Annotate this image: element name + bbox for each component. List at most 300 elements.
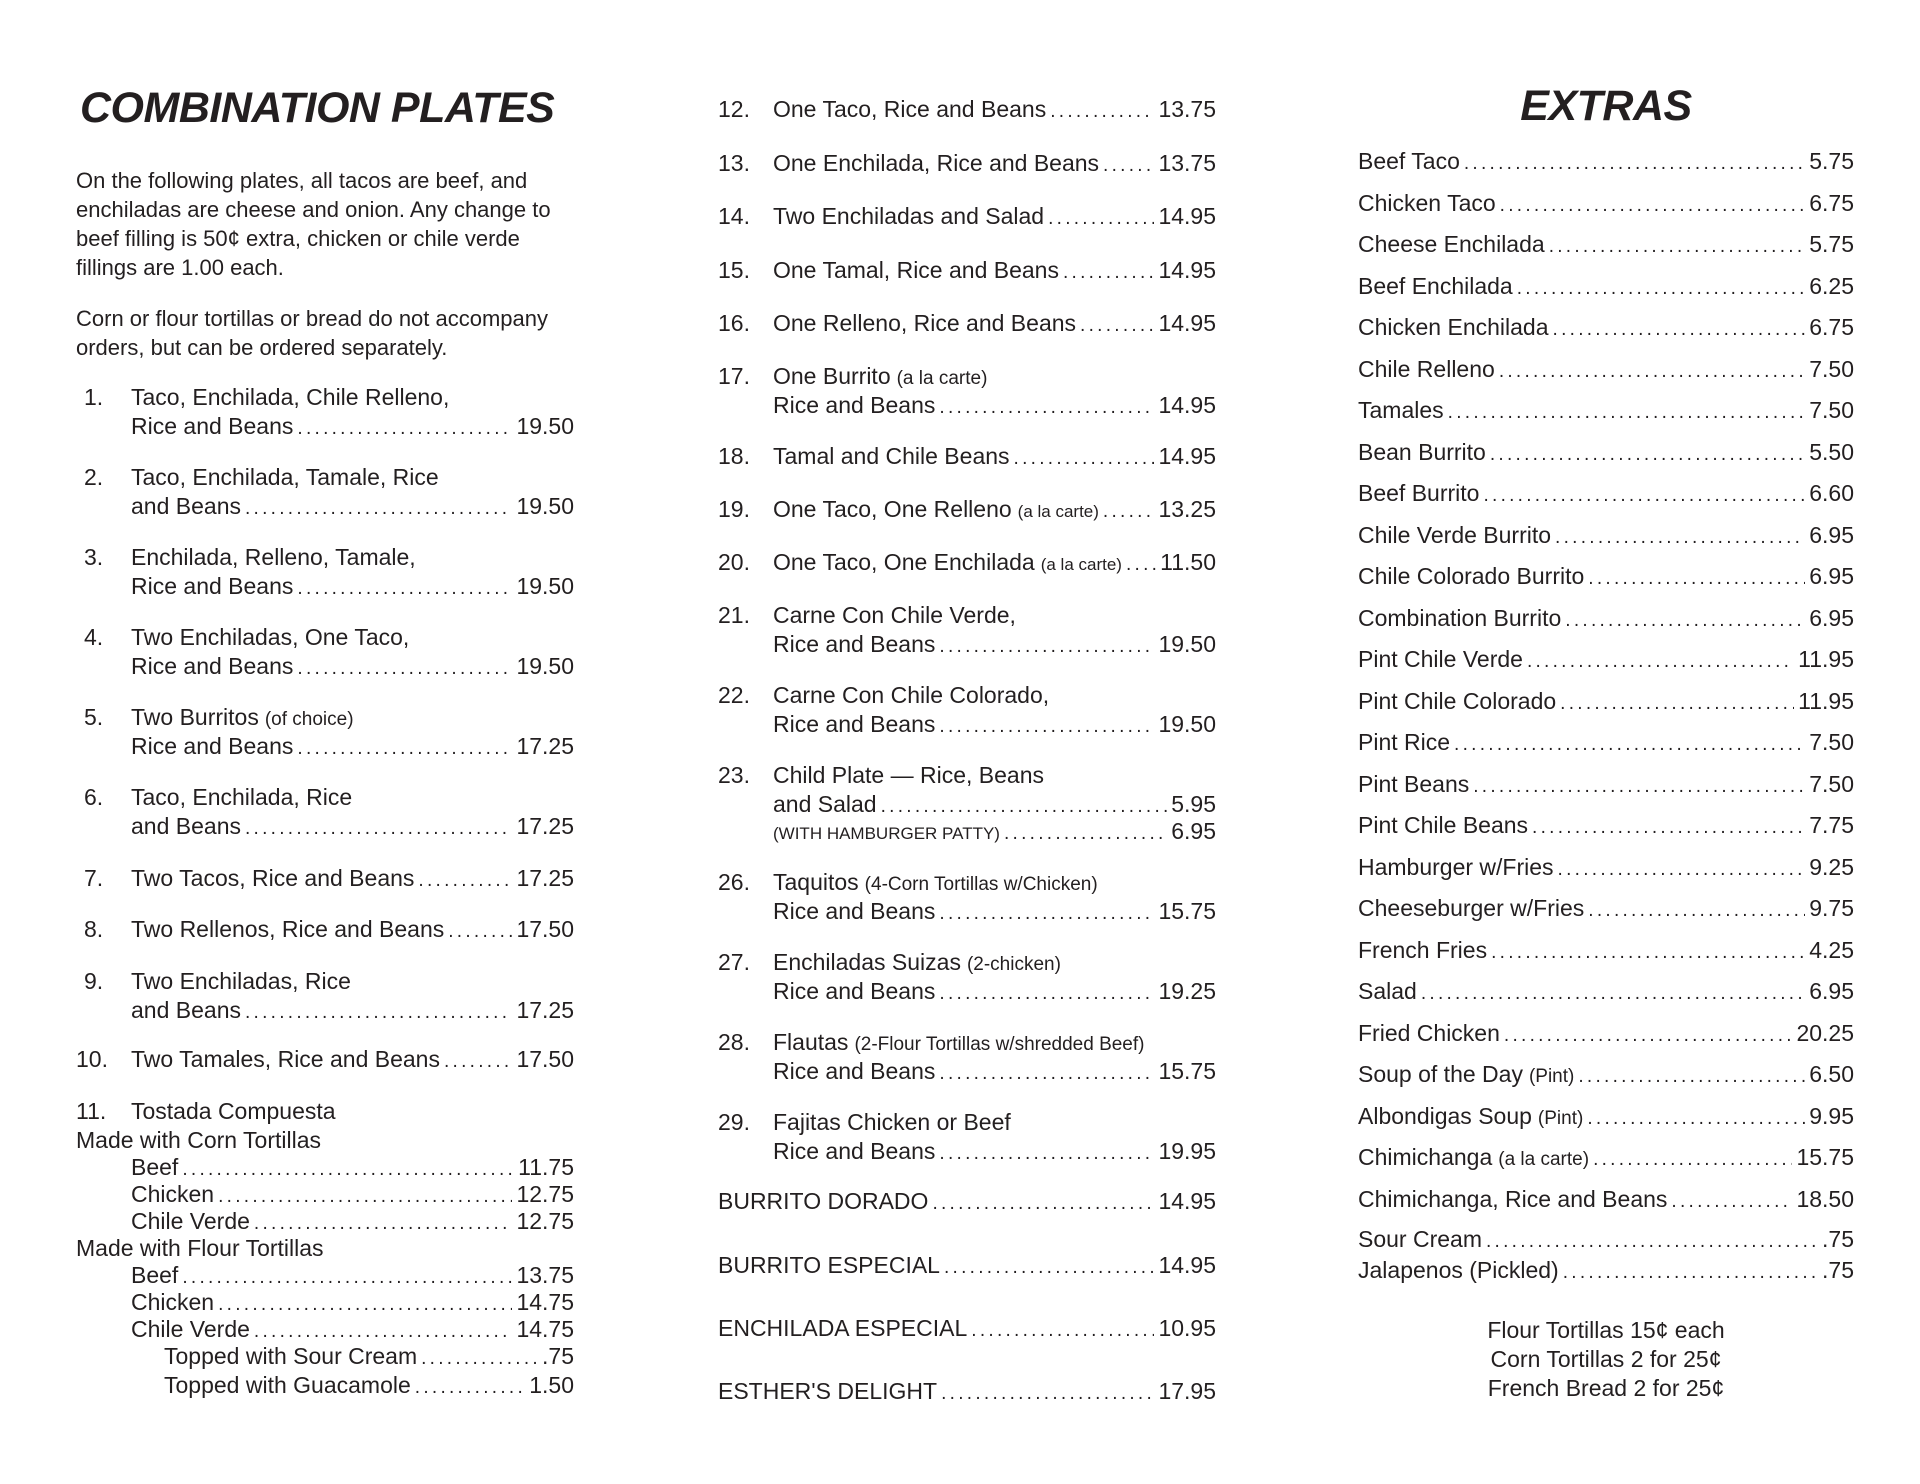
menu-line <box>773 202 1216 231</box>
menu-line <box>1358 936 1854 965</box>
item-name: Tamales <box>1358 397 1444 423</box>
item-name: One Burrito <box>773 363 891 389</box>
menu-line <box>131 1154 574 1181</box>
menu-line <box>1358 811 1854 840</box>
menu-line <box>1358 272 1854 301</box>
item-name: Sour Cream <box>1358 1226 1482 1252</box>
item-name: and Beans <box>131 493 241 519</box>
item-name: Soup of the Day <box>1358 1061 1523 1087</box>
item-name: Two Tamales, Rice and Beans <box>131 1046 440 1072</box>
item-number: 2. <box>84 464 104 490</box>
item-name: Pint Rice <box>1358 729 1451 755</box>
menu-line <box>1358 853 1854 882</box>
item-name: Beef <box>131 1154 179 1180</box>
menu-line <box>131 732 574 761</box>
menu-line <box>1358 1143 1854 1172</box>
item-price: 14.95 <box>1158 1188 1216 1214</box>
item-name: Salad <box>1358 978 1417 1004</box>
extras-item <box>1358 936 1854 965</box>
extras-item <box>1358 313 1854 342</box>
item-body <box>773 495 1216 524</box>
tostada-option <box>131 1289 574 1316</box>
item-body <box>773 761 1216 844</box>
item-body <box>773 948 1216 1004</box>
item-name: Tamal and Chile Beans <box>773 443 1010 469</box>
menu-line <box>1358 1225 1854 1254</box>
item-price: 7.75 <box>1809 812 1854 838</box>
dot-leader <box>939 393 1154 422</box>
item-name: Carne Con Chile Verde, <box>773 602 1016 628</box>
item-price: 6.50 <box>1809 1061 1854 1087</box>
item-body <box>131 967 574 1025</box>
dot-leader <box>1504 1021 1793 1050</box>
dot-leader <box>1103 497 1155 526</box>
item-name: and Beans <box>131 997 241 1023</box>
dot-leader <box>1448 398 1806 427</box>
dot-leader <box>1473 772 1805 801</box>
menu-line <box>773 391 1216 418</box>
item-price: 19.50 <box>516 413 574 439</box>
item-price: 13.25 <box>1158 496 1216 522</box>
extras-item <box>1358 355 1854 384</box>
tostada-option <box>131 1181 574 1208</box>
dot-leader <box>182 1156 514 1183</box>
extras-item <box>1358 479 1854 508</box>
extras-item <box>1358 1102 1854 1131</box>
menu-line <box>164 1343 574 1370</box>
menu-line <box>1358 189 1854 218</box>
special-item <box>718 1314 1216 1343</box>
dot-leader <box>941 1379 1154 1408</box>
item-price: 17.25 <box>516 813 574 839</box>
extras-item <box>1358 1256 1854 1285</box>
item-name: Carne Con Chile Colorado, <box>773 682 1050 708</box>
item-name: ENCHILADA ESPECIAL <box>718 1315 968 1341</box>
item-name: Topped with Sour Cream <box>164 1343 418 1369</box>
item-name: Beef Enchilada <box>1358 272 1513 299</box>
dot-leader <box>1103 151 1154 180</box>
tostada-option <box>164 1343 574 1370</box>
item-price: 17.25 <box>516 733 574 759</box>
item-name: Rice and Beans <box>131 653 294 679</box>
dot-leader <box>297 654 512 683</box>
menu-line <box>1358 313 1854 342</box>
menu-line <box>131 1316 574 1343</box>
item-name: Taquitos <box>773 869 859 895</box>
item-name: Chicken <box>131 1181 215 1207</box>
item-name: Two Rellenos, Rice and Beans <box>131 916 445 942</box>
item-number: 23. <box>718 762 750 788</box>
menu-line <box>773 977 1216 1004</box>
item-number: 16. <box>718 310 750 336</box>
item-name: Child Plate — Rice, Beans <box>773 762 1045 788</box>
item-body <box>773 601 1216 657</box>
intro-note: Corn or flour tortillas or bread do not accompany orders, but can be ordered separately. <box>76 306 549 360</box>
item-price: 9.75 <box>1809 895 1854 921</box>
dot-leader <box>218 1183 512 1210</box>
combination-plates-heading: COMBINATION PLATES <box>80 84 555 132</box>
item-number: 27. <box>718 949 750 975</box>
item-number: 3. <box>84 544 104 570</box>
item-number: 26. <box>718 869 750 895</box>
dot-leader <box>1048 204 1154 233</box>
item-name: Taco, Enchilada, Rice <box>131 784 353 810</box>
dot-leader <box>1421 979 1805 1008</box>
item-price: 19.50 <box>516 573 574 599</box>
menu-line <box>1358 1060 1854 1089</box>
extras-item <box>1358 604 1854 633</box>
tostada-option <box>131 1316 574 1343</box>
extras-item <box>1358 147 1854 176</box>
dot-leader <box>1491 938 1805 967</box>
item-price: 17.25 <box>516 865 574 891</box>
dot-leader <box>1499 357 1805 386</box>
item-name: Rice and Beans <box>131 733 294 759</box>
item-name: Enchiladas Suizas <box>773 949 961 975</box>
dot-leader <box>218 1291 512 1318</box>
item-name: BURRITO DORADO <box>718 1188 929 1214</box>
item-price: 6.95 <box>1809 521 1854 548</box>
menu-line <box>718 1251 1216 1280</box>
dot-leader <box>1004 819 1167 848</box>
dot-leader <box>1555 523 1805 552</box>
item-body <box>773 95 1216 124</box>
item-price: 14.75 <box>516 1316 574 1342</box>
item-price: 5.95 <box>1171 791 1216 817</box>
menu-line <box>773 790 1216 817</box>
item-price: 14.75 <box>516 1289 574 1315</box>
item-price: 7.50 <box>1809 729 1854 755</box>
extras-item <box>1358 811 1854 840</box>
item-note: (a la carte) <box>896 368 988 389</box>
extras-item <box>1358 853 1854 882</box>
menu-line <box>773 710 1216 737</box>
item-name: Chile Verde <box>131 1316 250 1342</box>
extras-item <box>1358 1185 1854 1214</box>
item-price: 7.50 <box>1809 397 1854 423</box>
item-price: 19.25 <box>1158 978 1216 1004</box>
item-price: 14.95 <box>1158 1252 1216 1278</box>
item-note: (Pint) <box>1528 1066 1575 1087</box>
item-price: 13.75 <box>1158 96 1216 122</box>
menu-line <box>131 492 574 521</box>
extras-item <box>1358 728 1854 757</box>
item-price: 7.50 <box>1809 355 1854 382</box>
extras-item <box>1358 1019 1854 1048</box>
item-price: 1.50 <box>529 1372 574 1398</box>
item-price: 13.75 <box>1158 150 1216 176</box>
menu-line <box>1358 396 1854 425</box>
intro-paragraph: On the following plates, all tacos are beef, and enchiladas are cheese and onion. Any change to beef filling is 50¢ extra, chicken or chile verde fillings are 1.00 each. <box>76 168 551 280</box>
special-item <box>718 1251 1216 1280</box>
menu-line <box>164 1372 574 1399</box>
menu-line <box>1358 1102 1854 1131</box>
item-name: Beef <box>131 1262 179 1288</box>
menu-line <box>773 362 1216 391</box>
extras-item <box>1358 521 1854 550</box>
item-number: 5. <box>84 704 104 730</box>
item-name: Chicken <box>131 1289 215 1315</box>
dot-leader <box>1126 550 1156 579</box>
item-number: 19. <box>718 496 750 522</box>
item-name: and Salad <box>773 791 877 817</box>
extras-item <box>1358 977 1854 1006</box>
menu-line <box>773 1028 1216 1057</box>
item-body <box>131 623 574 681</box>
item-name: Topped with Guacamole <box>164 1372 411 1398</box>
extras-item <box>1358 1225 1854 1254</box>
dot-leader <box>297 414 512 443</box>
item-name: Two Burritos <box>131 704 259 730</box>
dot-leader <box>297 574 512 603</box>
menu-line <box>131 463 574 492</box>
item-number: 10. <box>76 1046 108 1072</box>
item-price: 9.25 <box>1809 853 1854 880</box>
item-price: 5.75 <box>1809 231 1854 257</box>
item-price: .75 <box>542 1343 574 1369</box>
dot-leader <box>1588 564 1805 593</box>
item-number: 28. <box>718 1029 750 1055</box>
extras-item <box>1358 687 1854 716</box>
item-price: 12.75 <box>516 1208 574 1234</box>
menu-line <box>718 1314 1216 1343</box>
menu-line <box>773 761 1216 790</box>
item-number: 17. <box>718 363 750 389</box>
item-price: 18.50 <box>1796 1185 1854 1212</box>
menu-line <box>773 681 1216 710</box>
dot-leader <box>939 712 1154 741</box>
menu-line <box>131 383 574 412</box>
item-price: 19.50 <box>1158 631 1216 657</box>
item-name: Taco, Enchilada, Chile Relleno, <box>131 384 450 410</box>
item-price: 17.25 <box>516 997 574 1023</box>
dot-leader <box>245 494 512 523</box>
dot-leader <box>1563 1258 1818 1287</box>
item-name: and Beans <box>131 813 241 839</box>
menu-line <box>1358 728 1854 757</box>
item-name: French Fries <box>1358 936 1488 963</box>
menu-line <box>773 601 1216 630</box>
tostada-option <box>131 1262 574 1289</box>
dot-leader <box>944 1253 1154 1282</box>
dot-leader <box>418 866 512 895</box>
item-name: One Taco, Rice and Beans <box>773 96 1047 122</box>
item-number: 22. <box>718 682 750 708</box>
item-price: 19.95 <box>1158 1138 1216 1164</box>
item-number: 8. <box>84 916 104 942</box>
dot-leader <box>1483 481 1805 510</box>
item-name: One Taco, One Enchilada <box>773 549 1035 575</box>
menu-line <box>773 817 1216 844</box>
dot-leader <box>939 1139 1154 1168</box>
item-note: (of choice) <box>264 709 354 730</box>
item-price: 14.95 <box>1158 443 1216 469</box>
menu-line <box>773 95 1216 124</box>
item-price: 6.95 <box>1809 563 1854 589</box>
item-note: (Pint) <box>1537 1107 1584 1129</box>
item-name: One Tamal, Rice and Beans <box>773 257 1059 283</box>
menu-line <box>131 783 574 812</box>
menu-line <box>131 1045 574 1074</box>
item-price: 11.75 <box>518 1154 574 1180</box>
menu-line <box>131 1262 574 1289</box>
item-name: Cheese Enchilada <box>1358 231 1545 257</box>
menu-line <box>131 812 574 841</box>
item-name: Combination Burrito <box>1358 604 1562 631</box>
dot-leader <box>1588 896 1805 925</box>
dot-leader <box>1486 1227 1818 1256</box>
extras-item <box>1358 230 1854 259</box>
dot-leader <box>1527 647 1794 676</box>
dot-leader <box>1565 606 1805 635</box>
item-name: One Relleno, Rice and Beans <box>773 310 1077 336</box>
item-name: Pint Beans <box>1358 770 1470 797</box>
item-price: 6.75 <box>1809 189 1854 216</box>
item-note: (a la carte) <box>1498 1149 1590 1170</box>
dot-leader <box>1464 149 1805 178</box>
item-price: 14.95 <box>1158 310 1216 336</box>
item-price: 6.60 <box>1809 480 1854 506</box>
dot-leader <box>1671 1187 1792 1216</box>
special-item <box>718 1187 1216 1216</box>
item-note: (2-Flour Tortillas w/shredded Beef) <box>854 1034 1145 1055</box>
item-name: Chimichanga, Rice and Beans <box>1358 1185 1668 1212</box>
dot-leader <box>939 979 1154 1008</box>
dot-leader <box>1558 855 1806 884</box>
item-price: 6.25 <box>1809 272 1854 299</box>
item-name: Rice and Beans <box>773 978 936 1004</box>
item-name: BURRITO ESPECIAL <box>718 1252 940 1278</box>
item-price: 14.95 <box>1158 392 1216 418</box>
menu-line <box>773 309 1216 338</box>
extras-item <box>1358 438 1854 467</box>
extras-item <box>1358 770 1854 799</box>
item-name: Chile Colorado Burrito <box>1358 563 1585 589</box>
item-price: 6.95 <box>1809 978 1854 1004</box>
dot-leader <box>1578 1062 1805 1091</box>
item-name: Rice and Beans <box>773 711 936 737</box>
dot-leader <box>1454 730 1805 759</box>
dot-leader <box>415 1374 525 1401</box>
menu-line <box>773 868 1216 897</box>
item-price: 6.75 <box>1809 314 1854 340</box>
dot-leader <box>245 814 512 843</box>
item-price: 9.95 <box>1809 1102 1854 1129</box>
item-number: 21. <box>718 602 750 628</box>
item-body <box>131 783 574 841</box>
item-name: Bean Burrito <box>1358 438 1486 465</box>
menu-line <box>1358 687 1854 716</box>
item-name: Chimichanga <box>1358 1144 1493 1170</box>
extras-item <box>1358 396 1854 425</box>
item-name: Jalapenos (Pickled) <box>1358 1257 1559 1283</box>
item-price: 17.50 <box>516 916 574 942</box>
menu-line <box>773 630 1216 657</box>
menu-line <box>773 1057 1216 1084</box>
item-price: 5.75 <box>1809 148 1854 174</box>
dot-leader <box>1490 440 1805 469</box>
item-price: 17.95 <box>1158 1378 1216 1404</box>
tostada-option <box>164 1372 574 1399</box>
menu-line <box>1358 1185 1854 1214</box>
item-name: Taco, Enchilada, Tamale, Rice <box>131 464 439 490</box>
item-name: Two Enchiladas and Salad <box>773 203 1045 229</box>
item-number: 15. <box>718 257 750 283</box>
item-name: Pint Chile Colorado <box>1358 687 1557 714</box>
item-name: Beef Burrito <box>1358 480 1480 506</box>
extras-item <box>1358 894 1854 923</box>
item-price: 14.95 <box>1158 203 1216 229</box>
item-name: One Enchilada, Rice and Beans <box>773 150 1100 176</box>
item-price: 13.75 <box>516 1262 574 1288</box>
extras-item <box>1358 1143 1854 1172</box>
menu-line <box>1358 604 1854 633</box>
menu-line <box>131 996 574 1025</box>
menu-line <box>1358 147 1854 176</box>
dot-leader <box>971 1316 1154 1345</box>
item-price: 6.95 <box>1171 818 1216 844</box>
item-name: Rice and Beans <box>773 1138 936 1164</box>
item-name: Two Tacos, Rice and Beans <box>131 865 415 891</box>
item-body <box>131 864 574 893</box>
menu-line <box>773 948 1216 977</box>
menu-line <box>131 1181 574 1208</box>
item-name: Beef Taco <box>1358 148 1460 174</box>
item-number: 9. <box>84 968 104 994</box>
item-number: 13. <box>718 150 750 176</box>
item-name: Fajitas Chicken or Beef <box>773 1109 1011 1135</box>
item-name: Pint Chile Verde <box>1358 646 1523 672</box>
item-body <box>773 362 1216 418</box>
dot-leader <box>1560 689 1794 718</box>
item-body <box>131 1045 574 1074</box>
item-price: 20.25 <box>1796 1019 1854 1046</box>
special-item <box>718 1377 1216 1406</box>
item-body <box>131 543 574 601</box>
dot-leader <box>881 792 1168 821</box>
dot-leader <box>1532 813 1805 842</box>
item-price: 6.95 <box>1809 604 1854 631</box>
dot-leader <box>448 917 512 946</box>
item-name: Tostada Compuesta <box>131 1098 336 1124</box>
menu-line <box>1358 1256 1854 1285</box>
item-body <box>131 463 574 521</box>
menu-line <box>131 652 574 681</box>
item-body <box>131 915 574 944</box>
item-body <box>773 1108 1216 1164</box>
menu-line <box>773 1137 1216 1164</box>
item-name: Rice and Beans <box>773 1058 936 1084</box>
item-body <box>131 703 574 761</box>
item-price: .75 <box>1822 1226 1854 1252</box>
item-number: 12. <box>718 96 750 122</box>
dot-leader <box>1553 315 1806 344</box>
menu-line <box>1358 230 1854 259</box>
dot-leader <box>245 998 512 1027</box>
corn-tortillas-label: Made with Corn Tortillas <box>76 1127 322 1153</box>
menu-line <box>1358 1019 1854 1048</box>
menu-line <box>773 149 1216 178</box>
item-name: Rice and Beans <box>131 573 294 599</box>
item-number: 7. <box>84 865 104 891</box>
dot-leader <box>939 632 1154 661</box>
item-number: 1. <box>84 384 104 410</box>
menu-line <box>1358 977 1854 1006</box>
item-price: 12.75 <box>516 1181 574 1207</box>
dot-leader <box>297 734 512 763</box>
dot-leader <box>254 1210 513 1237</box>
dot-leader <box>182 1264 512 1291</box>
